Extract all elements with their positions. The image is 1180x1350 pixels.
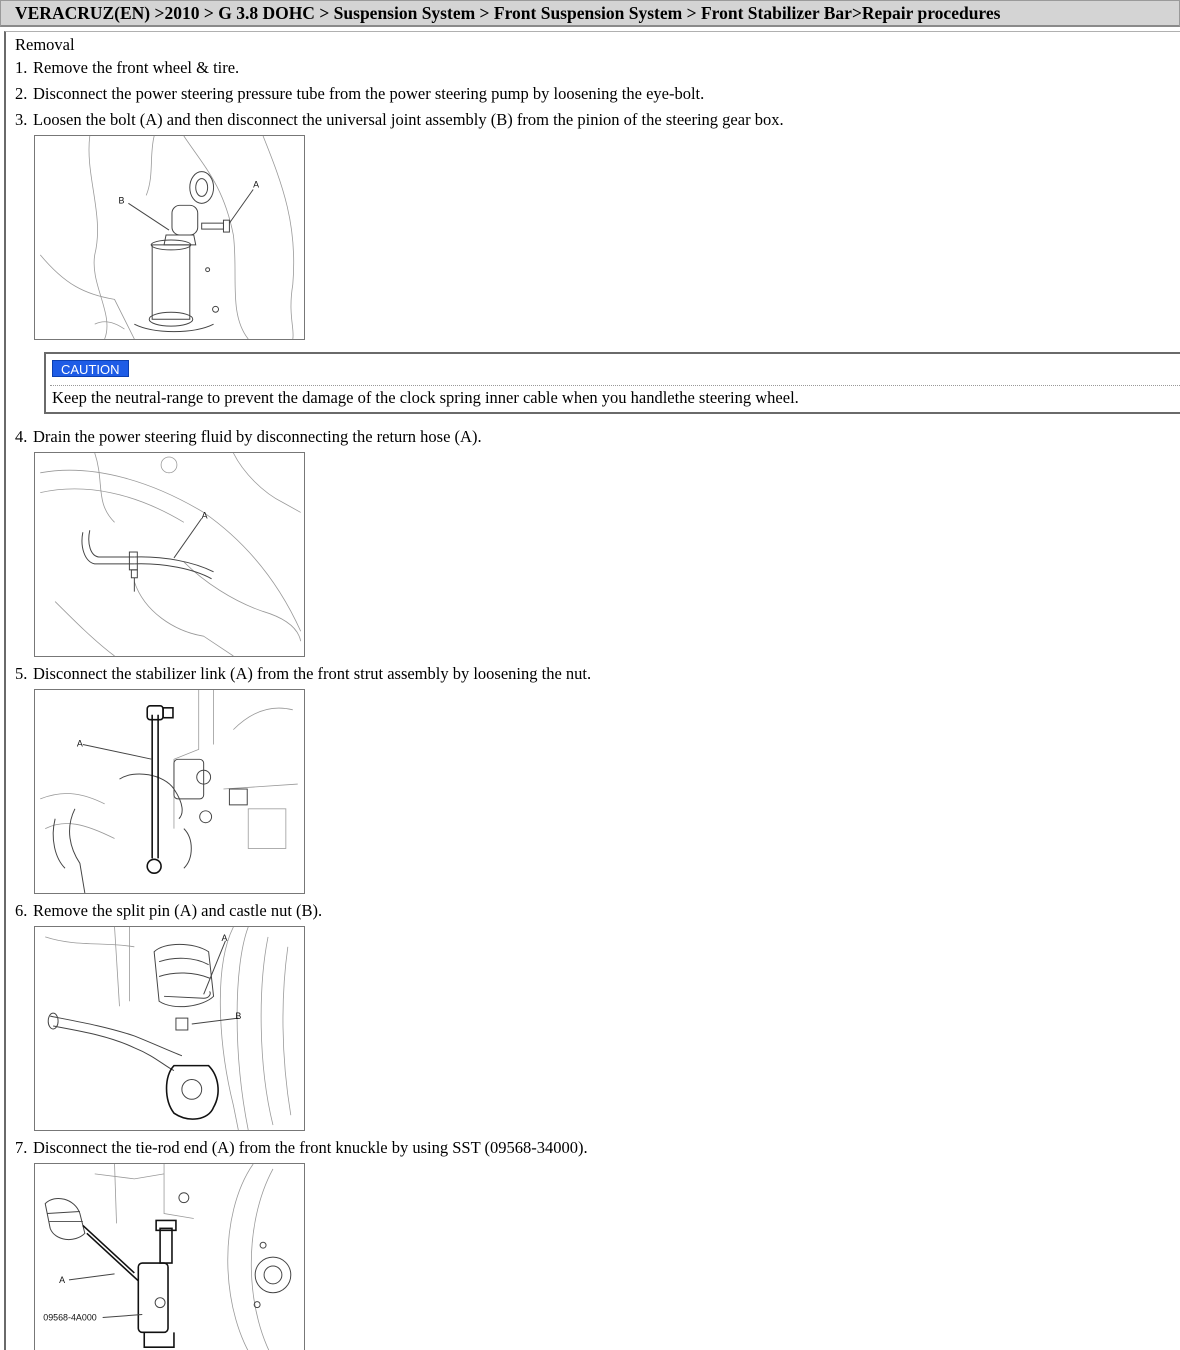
step-number: 6. [15, 901, 28, 920]
figure-stabilizer-link [34, 689, 305, 894]
step-text: Loosen the bolt (A) and then disconnect the universal joint assembly (B) from the pinion of the steering gear box. [33, 110, 784, 129]
step-number: 7. [15, 1138, 28, 1157]
figure-universal-joint [34, 135, 305, 340]
breadcrumb: VERACRUZ(EN) >2010 > G 3.8 DOHC > Suspension System > Front Suspension System > Front Stabilizer Bar>Repair procedures [0, 0, 1180, 27]
procedure-content [4, 31, 1180, 1350]
step-number: 2. [15, 84, 28, 103]
callout-a: A [201, 510, 208, 521]
step-number: 5. [15, 664, 28, 683]
step-number: 4. [15, 427, 28, 446]
figure-return-hose [34, 452, 305, 657]
section-title: Removal [15, 35, 75, 54]
callout-b: B [235, 1011, 242, 1022]
callout-b: B [118, 195, 125, 206]
sst-tool-label: 09568-4A000 [43, 1312, 97, 1323]
caution-badge: CAUTION [52, 360, 129, 377]
step-1 [15, 58, 239, 78]
step-number: 1. [15, 58, 28, 77]
step-number: 3. [15, 110, 28, 129]
step-2 [15, 84, 704, 104]
step-6 [15, 901, 322, 921]
step-text: Disconnect the tie-rod end (A) from the front knuckle by using SST (09568-34000). [33, 1138, 588, 1157]
figure-split-pin [34, 926, 305, 1131]
callout-a: A [253, 179, 260, 190]
step-3 [15, 110, 784, 130]
figure-tie-rod-end [34, 1163, 305, 1350]
caution-text: Keep the neutral-range to prevent the damage of the clock spring inner cable when you handlethe steering wheel. [52, 388, 799, 407]
step-5 [15, 664, 591, 684]
step-text: Remove the split pin (A) and castle nut (B). [33, 901, 323, 920]
callout-a: A [59, 1274, 66, 1285]
step-text: Disconnect the power steering pressure tube from the power steering pump by loosening the eye-bolt. [33, 84, 705, 103]
step-text: Disconnect the stabilizer link (A) from the front strut assembly by loosening the nut. [33, 664, 592, 683]
caution-divider [50, 385, 1180, 386]
step-4 [15, 427, 482, 447]
step-text: Remove the front wheel & tire. [33, 58, 240, 77]
callout-a: A [221, 932, 228, 943]
step-7 [15, 1138, 588, 1158]
caution-note [44, 352, 1180, 414]
step-text: Drain the power steering fluid by disconnecting the return hose (A). [33, 427, 482, 446]
callout-a: A [76, 738, 83, 749]
